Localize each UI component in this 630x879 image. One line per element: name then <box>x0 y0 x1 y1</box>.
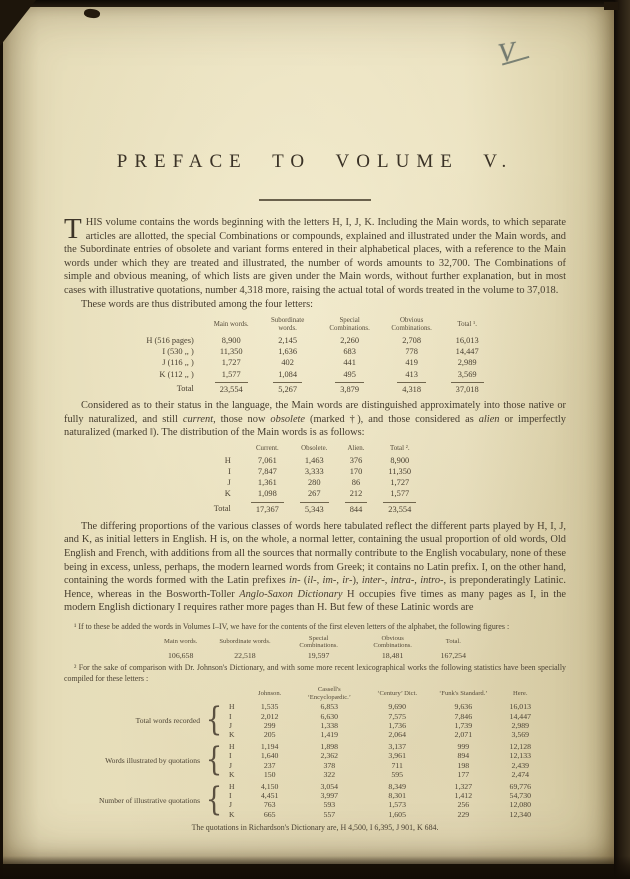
scan-edge-bottom <box>0 856 630 879</box>
table-cell: 3,054 <box>320 781 339 791</box>
table-row <box>138 346 491 357</box>
table-cell: 683 <box>343 347 356 357</box>
table-cell: 12,128 <box>509 742 531 752</box>
table-cell: 557 <box>323 809 336 819</box>
header-row <box>88 686 542 702</box>
table-cell: 778 <box>405 347 418 357</box>
table-cell: 16,013 <box>509 702 531 712</box>
table-cell: 1,535 <box>260 702 279 712</box>
table-cell: 7,846 <box>454 711 473 721</box>
table-cell: 1,605 <box>388 809 406 819</box>
table-cell: 11,350 <box>388 467 412 477</box>
text-run: or imperfectly naturalized (marked ‖). The distribution of the Main words is as follows: <box>64 413 566 439</box>
text-run: Considered as to their status in the language, the Main words are distinguished approximately into those native or fully naturalized, and still <box>64 400 566 425</box>
column-header: Subordinate words. <box>270 316 305 332</box>
text-run: ), <box>352 575 362 587</box>
column-header: Here. <box>513 689 528 697</box>
total-value: 23,554 <box>383 502 416 515</box>
table-cell: 1,898 <box>320 742 339 752</box>
letter-cell: I <box>229 751 232 761</box>
column-header: Obsolete. <box>301 444 328 452</box>
page-content <box>64 0 566 841</box>
table-cell: 7,847 <box>257 467 277 477</box>
table-cell: 2,362 <box>320 751 339 761</box>
table-cell: 205 <box>263 729 276 739</box>
table-cell: 2,064 <box>388 729 406 739</box>
gap-cell <box>88 819 203 822</box>
handwritten-volume-mark: V <box>496 36 529 64</box>
table-cell: 2,989 <box>511 720 530 730</box>
scan-notch <box>604 2 618 10</box>
table-cell: 6,630 <box>320 711 339 721</box>
table-cell: 8,349 <box>388 781 406 791</box>
table-cell: 1,084 <box>278 369 298 379</box>
letter-cell: K <box>229 729 235 739</box>
table-cell: 595 <box>391 769 404 779</box>
letter-cell: I <box>229 711 232 721</box>
column-header: Cassell's ‘Encyclopædic.’ <box>307 686 351 701</box>
group-brace: { <box>205 701 223 739</box>
distribution-lead: These words are thus distributed among the four letters: <box>81 299 313 310</box>
total-row <box>138 380 491 395</box>
table-cell: 7,061 <box>257 455 277 465</box>
column-header: ‘Funk's Standard.’ <box>439 689 488 697</box>
table-cell: 1,338 <box>320 720 339 730</box>
total-cell <box>375 500 424 515</box>
group-brace: { <box>205 741 223 779</box>
table-cell: 6,853 <box>320 702 339 712</box>
column-header: Special Combinations. <box>329 316 370 332</box>
total-value: 5,343 <box>300 502 329 515</box>
table-row <box>138 335 491 346</box>
status-distribution-table <box>64 445 566 515</box>
table-cell: 11,350 <box>219 347 243 357</box>
total-value: 5,267 <box>273 382 302 395</box>
row-label: J (116 ,, ) <box>162 358 194 368</box>
group-label: Number of illustrative quotations <box>99 795 201 805</box>
spacer-cell <box>88 686 203 702</box>
table-cell: 237 <box>263 760 276 770</box>
table-cell: 1,636 <box>278 347 298 357</box>
column-header: Current. <box>255 444 279 452</box>
page-title: PREFACE TO VOLUME V. <box>116 151 514 172</box>
total-cell <box>243 500 292 515</box>
table-cell: 16,013 <box>455 336 479 346</box>
table-cell: 3,569 <box>457 369 477 379</box>
letters-distribution-table <box>64 317 566 396</box>
table-row <box>88 782 542 791</box>
footnotes-section <box>64 622 566 833</box>
table-cell: 177 <box>457 769 470 779</box>
italic-text: Anglo-Saxon Dictionary <box>239 588 343 600</box>
table-row <box>138 369 491 380</box>
text-run: ( <box>300 575 308 587</box>
table-cell: 2,474 <box>511 769 530 779</box>
proportions-paragraph <box>64 520 566 615</box>
column-header: Total ². <box>389 444 410 452</box>
status-paragraph <box>64 399 566 440</box>
row-label: J <box>227 478 231 488</box>
total-value: 17,367 <box>251 502 284 515</box>
letter-cell: K <box>229 809 235 819</box>
total-value: 844 <box>345 502 368 515</box>
letter-cell: H <box>229 702 235 712</box>
footnote-1-text: ¹ If to these be added the words in Volumes I–IV, we have for the contents of the first eleven letters of the alphabet, the following figures : <box>74 622 510 632</box>
table-cell: 3,961 <box>388 751 406 761</box>
table-cell: 22,518 <box>234 650 256 660</box>
table-row <box>88 702 542 711</box>
table-cell: 593 <box>323 800 336 810</box>
scan-edge-top <box>0 0 630 7</box>
table-cell: 1,727 <box>390 478 410 488</box>
column-header: Alien. <box>347 444 365 452</box>
column-header: Main words. <box>213 320 249 328</box>
table-cell: 3,997 <box>320 791 339 801</box>
intro-text: HIS volume contains the words beginning with the letters H, I, J, K. Including the Main words, to which separate articles are allotted, the special Combinations or compounds, explained and illustrated under the Main words, and the Subordinate entries of obsolete and variant forms entered in their alphabetical places, with a reference to the Main words under which they are treated and illustrated, the number of words amounts to 32,700. The Combinations of simple and obvious meaning, of which lists are given under the Main words, without further explanation, but in most cases with illustrative quotations, number 4,318 more, raising the actual total of words treated in the volume to 37,018. <box>64 217 566 296</box>
table-cell: 8,900 <box>221 336 241 346</box>
table-cell: 322 <box>323 769 336 779</box>
row-label: I <box>228 467 231 477</box>
column-header: Main words. <box>164 638 198 646</box>
table-cell: 2,145 <box>278 336 298 346</box>
total-value: 4,318 <box>397 382 426 395</box>
table-cell: 1,463 <box>304 455 324 465</box>
table-row <box>206 477 425 488</box>
table-cell: 86 <box>351 478 361 488</box>
row-label: K (112 ,, ) <box>159 369 194 379</box>
table-cell: 12,080 <box>509 800 531 810</box>
row-label: K <box>224 489 231 499</box>
table-cell: 2,708 <box>402 336 422 346</box>
total-value: 37,018 <box>451 382 484 395</box>
total-cell <box>292 500 337 515</box>
table-cell: 665 <box>263 809 276 819</box>
total-row <box>206 500 425 515</box>
table-cell: 999 <box>457 742 470 752</box>
table-cell: 106,658 <box>168 650 194 660</box>
letter-cell: J <box>229 720 232 730</box>
table-cell: 12,340 <box>509 809 531 819</box>
table-cell: 14,447 <box>455 347 479 357</box>
column-header: Special Combinations. <box>299 634 338 650</box>
table-cell: 14,447 <box>509 711 531 721</box>
table-cell: 69,776 <box>509 781 531 791</box>
table-row <box>206 455 425 466</box>
table-cell: 763 <box>263 800 276 810</box>
table-row <box>206 488 425 499</box>
page-corner-shadow <box>0 0 36 46</box>
group-brace: { <box>205 780 223 819</box>
italic-text: il-, im-, ir- <box>307 575 353 587</box>
table-cell: 3,333 <box>304 467 324 477</box>
data-table <box>153 635 477 660</box>
table-cell: 711 <box>391 760 403 770</box>
table-cell: 378 <box>323 760 336 770</box>
column-header: Subordinate words. <box>219 638 271 646</box>
table-cell: 1,577 <box>390 489 410 499</box>
letter-cell: J <box>229 760 232 770</box>
column-header: Total. <box>445 638 461 646</box>
row-label: Total <box>213 503 231 513</box>
column-header <box>138 317 205 336</box>
letter-cell: H <box>229 742 235 752</box>
italic-text: alien <box>478 413 500 425</box>
table-cell: 54,730 <box>509 791 531 801</box>
column-header: Total ¹. <box>457 320 477 328</box>
table-cell: 2,439 <box>511 760 530 770</box>
column-header: Johnson. <box>258 689 282 697</box>
total-cell <box>257 380 319 395</box>
row-label: Total <box>176 383 194 393</box>
table-cell: 894 <box>457 751 470 761</box>
table-cell: 1,361 <box>257 478 277 488</box>
table-cell: 18,481 <box>381 650 404 660</box>
column-header: ‘Century’ Dict. <box>377 689 418 697</box>
group-label: Total words recorded <box>135 716 201 726</box>
table-cell: 3,137 <box>388 742 406 752</box>
table-cell: 1,194 <box>260 742 279 752</box>
table-cell: 3,569 <box>511 729 530 739</box>
group-label: Words illustrated by quotations <box>105 755 201 765</box>
total-cell <box>319 380 381 395</box>
table-cell: 1,577 <box>221 369 241 379</box>
text-run: , is preponderatingly Latinic. Hence, whereas in the Bosworth-Toller <box>64 575 566 600</box>
footnote-2-table <box>64 686 566 822</box>
table-cell: 256 <box>457 800 470 810</box>
table-cell: 419 <box>405 358 418 368</box>
table-cell: 1,098 <box>257 489 277 499</box>
data-table <box>206 445 425 515</box>
table-row <box>138 357 491 368</box>
total-cell <box>337 500 376 515</box>
intro-paragraph <box>64 213 566 297</box>
table-cell: 212 <box>349 489 363 499</box>
table-cell: 1,419 <box>320 729 339 739</box>
title-divider <box>259 199 371 201</box>
table-cell: 2,071 <box>454 729 473 739</box>
table-cell: 170 <box>349 467 363 477</box>
table-cell: 150 <box>263 769 276 779</box>
row-label: I (530 ,, ) <box>162 347 194 357</box>
text-run: The differing proportions of the various classes of words here tabulated reflect the different parts played by H, I, J, and K, as initial letters in English. H is, on the whole, a normal letter, containing the usual proportion of old words, Old English and French, with additions from all the sources that normally contribute to the English vocabulary, none of these being in excess, unless, perhaps, the modern learned words from Greek; it contains no Latin prefix. I, on the other hand, containing the words formed with the Latin prefixes <box>64 520 567 587</box>
table-cell: 1,736 <box>388 720 406 730</box>
table-cell: 1,412 <box>454 791 473 801</box>
table-cell: 1,727 <box>221 358 241 368</box>
table-cell: 9,636 <box>454 702 473 712</box>
total-cell <box>381 380 443 395</box>
table-cell: 4,451 <box>260 791 279 801</box>
text-run: (marked †), and those considered as <box>305 413 479 425</box>
group-gap <box>88 819 542 822</box>
table-cell: 8,900 <box>390 455 410 465</box>
table-row <box>88 742 542 751</box>
scan-edge-left <box>0 0 3 879</box>
table-cell: 19,597 <box>307 650 330 660</box>
text-run: H occupies five times as many pages as I, in the modern English dictionary I requires rather more pages than H. But few of these Latinic words are <box>64 588 566 614</box>
letter-cell: K <box>229 769 235 779</box>
data-table <box>138 317 491 396</box>
footnote-1-table <box>64 635 566 660</box>
letter-cell: I <box>229 791 232 801</box>
total-value: 3,879 <box>335 382 364 395</box>
table-cell: 1,573 <box>388 800 406 810</box>
row-label: H <box>224 455 231 465</box>
table-cell: 280 <box>307 478 321 488</box>
table-cell: 1,739 <box>454 720 473 730</box>
drop-cap: T <box>64 213 82 245</box>
table-cell: 1,327 <box>454 781 473 791</box>
table-cell: 1,640 <box>260 751 279 761</box>
italic-text: obsolete <box>270 413 306 425</box>
table-cell: 2,989 <box>457 358 477 368</box>
letter-cell: H <box>229 781 235 791</box>
column-header: Obvious Combinations. <box>391 316 432 332</box>
italic-text: in- <box>289 575 301 587</box>
total-value: 23,554 <box>215 382 248 395</box>
table-cell: 402 <box>281 358 294 368</box>
header-row <box>206 445 425 455</box>
table-cell: 9,690 <box>388 702 406 712</box>
total-cell <box>206 380 257 395</box>
table-cell: 2,012 <box>260 711 279 721</box>
footnote-2-text: ² For the sake of comparison with Dr. Johnson's Dictionary, and with some more recent lexicographical works the following statistics have been specially compiled for these letters : <box>64 662 566 683</box>
table-cell: 7,575 <box>388 711 406 721</box>
table-row <box>206 466 425 477</box>
column-header <box>206 445 243 455</box>
table-cell: 12,133 <box>509 751 531 761</box>
text-run: , those now <box>213 413 271 425</box>
spacer-cell <box>225 686 247 702</box>
table-cell: 167,254 <box>440 650 466 660</box>
data-table <box>88 686 542 822</box>
table-cell: 495 <box>343 369 356 379</box>
column-header: Obvious Combinations. <box>373 634 412 650</box>
table-cell: 441 <box>343 358 356 368</box>
table-cell: 8,301 <box>388 791 406 801</box>
table-row <box>153 651 477 660</box>
table-cell: 413 <box>405 369 418 379</box>
table-cell: 2,260 <box>340 336 360 346</box>
richardson-quotations-line: The quotations in Richardson's Dictionary are, H 4,500, I 6,395, J 901, K 684. <box>191 822 439 832</box>
header-row <box>138 317 491 336</box>
table-cell: 267 <box>307 489 321 499</box>
header-row <box>153 635 477 651</box>
table-cell: 4,150 <box>260 781 279 791</box>
italic-text: inter-, intra-, intro- <box>361 575 444 587</box>
row-label: H (516 pages) <box>146 336 194 346</box>
table-cell: 198 <box>457 760 470 770</box>
letter-cell: J <box>229 800 232 810</box>
scan-edge-right <box>614 0 630 879</box>
table-cell: 229 <box>457 809 470 819</box>
total-cell <box>443 380 492 395</box>
italic-text: current <box>182 413 214 425</box>
table-cell: 376 <box>349 455 363 465</box>
table-cell: 299 <box>263 720 276 730</box>
